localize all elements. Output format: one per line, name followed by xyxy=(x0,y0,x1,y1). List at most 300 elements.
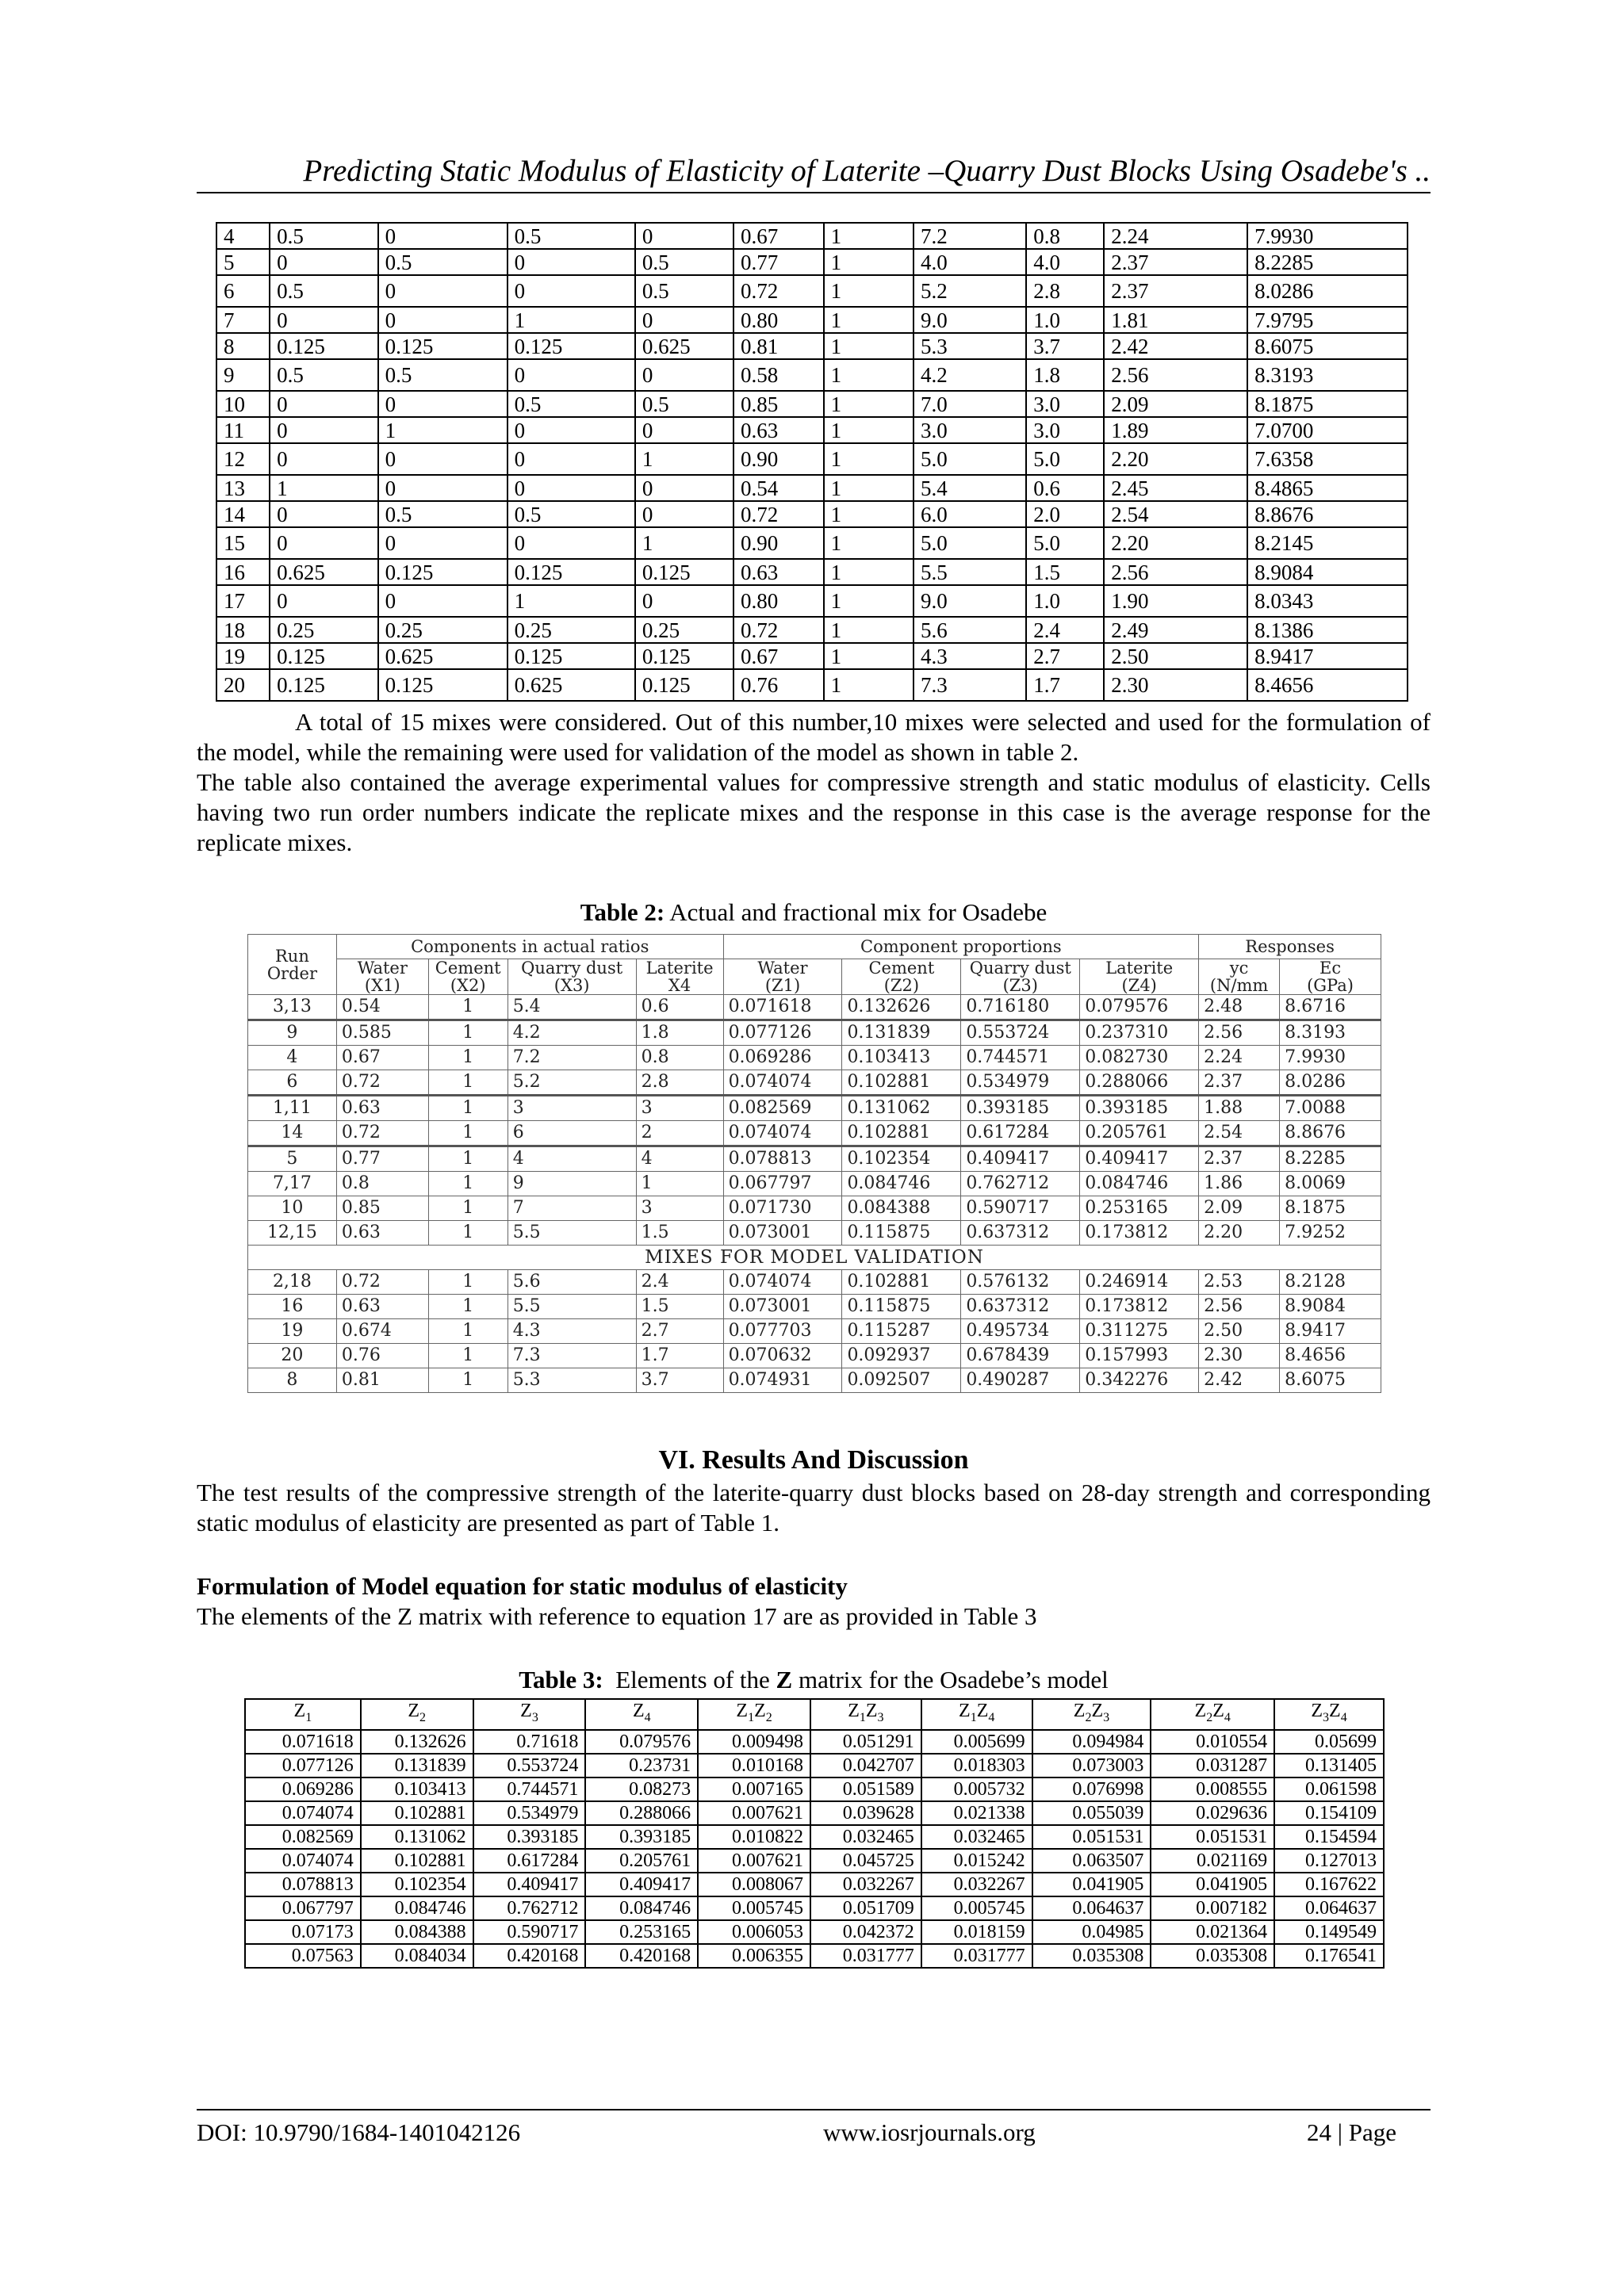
table-row xyxy=(248,1368,1381,1393)
table-row xyxy=(248,1172,1381,1196)
table-cell: 1.5 xyxy=(636,1221,723,1246)
table-cell: 0.021169 xyxy=(1151,1849,1274,1873)
table-2-caption xyxy=(197,897,1431,928)
table-cell: 2.7 xyxy=(1026,643,1104,669)
table-cell: 8.6075 xyxy=(1280,1368,1381,1393)
table-cell: 1 xyxy=(508,307,635,333)
table-cell: 4.3 xyxy=(508,1319,636,1344)
table-cell: 0 xyxy=(270,249,377,275)
table-cell: 0.67 xyxy=(336,1046,428,1070)
table-3 xyxy=(244,1698,1385,1969)
table-cell: 0.084746 xyxy=(361,1896,473,1920)
table-cell: 0.115287 xyxy=(842,1319,961,1344)
table-row xyxy=(248,1270,1381,1295)
table-cell: 8.6075 xyxy=(1247,333,1408,359)
table-cell: 0 xyxy=(635,585,733,617)
table-cell: 0.132626 xyxy=(361,1730,473,1754)
table-cell: 0.5 xyxy=(635,249,733,275)
table-cell: 1.7 xyxy=(1026,669,1104,701)
table-cell: 0.77 xyxy=(336,1146,428,1172)
table-cell: 7 xyxy=(216,307,270,333)
table-cell: 0 xyxy=(508,249,635,275)
table-cell: 1.0 xyxy=(1026,307,1104,333)
table-cell: 0.80 xyxy=(733,307,824,333)
table-cell: 0 xyxy=(508,475,635,501)
column-header-name: Cement xyxy=(435,959,501,978)
table-cell: 5.0 xyxy=(914,443,1026,475)
table-cell: 0.342276 xyxy=(1080,1368,1199,1393)
table-cell: 0.744571 xyxy=(961,1046,1080,1070)
table-cell: 8.9084 xyxy=(1280,1295,1381,1319)
table-cell: 0.246914 xyxy=(1080,1270,1199,1295)
table-cell: 2.56 xyxy=(1104,559,1247,585)
table-cell: 0.409417 xyxy=(473,1873,586,1896)
table-cell: 0.074074 xyxy=(723,1121,842,1146)
table-cell: 0.018303 xyxy=(921,1754,1032,1777)
table-cell: 0.72 xyxy=(733,275,824,307)
table-cell: 3.0 xyxy=(1026,417,1104,443)
table-cell: 0.079576 xyxy=(585,1730,698,1754)
table-cell: 2.54 xyxy=(1199,1121,1280,1146)
table-row xyxy=(245,1801,1384,1825)
table-cell: 0.115875 xyxy=(842,1221,961,1246)
table-row xyxy=(245,1777,1384,1801)
table-cell: 8.4865 xyxy=(1247,475,1408,501)
table-cell: 2.09 xyxy=(1199,1196,1280,1221)
column-header-name: Laterite xyxy=(645,959,714,978)
table-cell: 0.063507 xyxy=(1032,1849,1151,1873)
table-cell: 0.102881 xyxy=(361,1801,473,1825)
table-cell: 4.2 xyxy=(914,359,1026,391)
table-cell: 0.744571 xyxy=(473,1777,586,1801)
table-cell: 0 xyxy=(635,359,733,391)
table-cell: 2.48 xyxy=(1199,995,1280,1020)
table-cell: 18 xyxy=(216,617,270,643)
table-row xyxy=(216,391,1408,417)
table-cell: 8.9417 xyxy=(1247,643,1408,669)
table-cell: 0.125 xyxy=(378,559,508,585)
table-row xyxy=(216,275,1408,307)
table-cell: 0 xyxy=(270,391,377,417)
table-cell: 0.07563 xyxy=(245,1944,361,1968)
table-cell: 5 xyxy=(248,1146,337,1172)
table-cell: 0.067797 xyxy=(245,1896,361,1920)
table-row xyxy=(216,559,1408,585)
table-cell: 0 xyxy=(378,307,508,333)
table-row xyxy=(245,1944,1384,1968)
table-cell: 0.25 xyxy=(378,617,508,643)
table-cell: 0.041905 xyxy=(1032,1873,1151,1896)
table-cell: 0.131062 xyxy=(842,1096,961,1121)
table-cell: 2.45 xyxy=(1104,475,1247,501)
table-cell: 0.031287 xyxy=(1151,1754,1274,1777)
table-cell: 13 xyxy=(216,475,270,501)
table-cell: 8.6716 xyxy=(1280,995,1381,1020)
table-cell: 3.7 xyxy=(636,1368,723,1393)
table-row xyxy=(245,1849,1384,1873)
table-cell: 0 xyxy=(635,223,733,249)
table-cell: 0.008555 xyxy=(1151,1777,1274,1801)
table-cell: 1 xyxy=(824,333,914,359)
table-cell: 17 xyxy=(216,585,270,617)
table-3-caption-post: matrix for the Osadebe’s model xyxy=(792,1666,1109,1693)
table-cell: 0.045725 xyxy=(810,1849,921,1873)
table-cell: 0 xyxy=(508,417,635,443)
table-cell: 0.115875 xyxy=(842,1295,961,1319)
table-column-header: $Z_4$ xyxy=(585,1699,698,1730)
table-cell: 0.007182 xyxy=(1151,1896,1274,1920)
table-cell: 4.0 xyxy=(914,249,1026,275)
table-cell: 0.253165 xyxy=(585,1920,698,1944)
table-cell: 2.56 xyxy=(1199,1020,1280,1046)
table-cell: 7.0 xyxy=(914,391,1026,417)
table-cell: 0.009498 xyxy=(698,1730,810,1754)
table-cell: 2.4 xyxy=(1026,617,1104,643)
table-cell: 0.25 xyxy=(635,617,733,643)
table-cell: 1 xyxy=(428,995,508,1020)
table-2-run-order-header xyxy=(248,935,337,995)
table-cell: 0.127013 xyxy=(1274,1849,1384,1873)
table-column-header xyxy=(336,959,428,995)
table-row xyxy=(245,1754,1384,1777)
table-cell: 7.3 xyxy=(914,669,1026,701)
table-cell: 0.90 xyxy=(733,527,824,559)
table-cell: 7.9252 xyxy=(1280,1221,1381,1246)
table-cell: 1.88 xyxy=(1199,1096,1280,1121)
table-cell: 0.72 xyxy=(336,1121,428,1146)
table-cell: 0.534979 xyxy=(473,1801,586,1825)
column-header-symbol: (Z3) xyxy=(1002,976,1038,995)
table-cell: 0 xyxy=(270,307,377,333)
column-header-symbol: (N/mm xyxy=(1209,976,1269,995)
table-cell: 0.176541 xyxy=(1274,1944,1384,1968)
table-cell: 0 xyxy=(378,585,508,617)
table-cell: 0.007621 xyxy=(698,1801,810,1825)
table-cell: 2.37 xyxy=(1199,1146,1280,1172)
table-row xyxy=(216,527,1408,559)
column-header-symbol: (Z2) xyxy=(883,976,920,995)
table-cell: 8.1875 xyxy=(1280,1196,1381,1221)
table-cell: 0.010168 xyxy=(698,1754,810,1777)
table-cell: 5.0 xyxy=(1026,443,1104,475)
table-cell: 0.23731 xyxy=(585,1754,698,1777)
table-cell: 1 xyxy=(428,1070,508,1096)
table-cell: 0.625 xyxy=(270,559,377,585)
table-cell: 1 xyxy=(824,527,914,559)
table-cell: 1.90 xyxy=(1104,585,1247,617)
table-cell: 7.9930 xyxy=(1247,223,1408,249)
table-cell: 1 xyxy=(824,669,914,701)
table-cell: 3 xyxy=(508,1096,636,1121)
table-cell: 5.5 xyxy=(914,559,1026,585)
table-cell: 0.074074 xyxy=(245,1849,361,1873)
table-cell: 0.084388 xyxy=(842,1196,961,1221)
table-cell: 0.041905 xyxy=(1151,1873,1274,1896)
table-cell: 0.617284 xyxy=(961,1121,1080,1146)
table-cell: 0 xyxy=(378,443,508,475)
table-cell: 2.24 xyxy=(1199,1046,1280,1070)
column-header-name: Water xyxy=(357,959,408,978)
footer-page-number: 24 | Page xyxy=(1307,2118,1396,2146)
table-column-header xyxy=(723,959,842,995)
table-cell: 0.167622 xyxy=(1274,1873,1384,1896)
table-cell: 0.25 xyxy=(270,617,377,643)
table-cell: 8.8676 xyxy=(1280,1121,1381,1146)
column-header-symbol: X4 xyxy=(668,976,691,995)
table-cell: 5.2 xyxy=(508,1070,636,1096)
table-cell: 0.132626 xyxy=(842,995,961,1020)
table-3-caption-bold: Z xyxy=(776,1666,793,1693)
table-cell: 0.103413 xyxy=(361,1777,473,1801)
table-cell: 0.125 xyxy=(508,559,635,585)
table-cell: 2.20 xyxy=(1199,1221,1280,1246)
table-row xyxy=(248,1319,1381,1344)
table-row xyxy=(216,223,1408,249)
table-cell: 0.5 xyxy=(378,249,508,275)
table-cell: 0.76 xyxy=(336,1344,428,1368)
table-column-header: $Z_2Z_3$ xyxy=(1032,1699,1151,1730)
column-header-name: Ec xyxy=(1319,959,1342,978)
table-cell: 0.72 xyxy=(336,1070,428,1096)
table-cell: 0.63 xyxy=(336,1096,428,1121)
table-cell: 5.0 xyxy=(914,527,1026,559)
table-cell: 0.81 xyxy=(336,1368,428,1393)
table-cell: 0 xyxy=(270,527,377,559)
table-cell: 0.125 xyxy=(378,669,508,701)
table-2-actual-ratios-header: Components in actual ratios xyxy=(336,935,723,959)
table-cell: 0.039628 xyxy=(810,1801,921,1825)
table-cell: 0.029636 xyxy=(1151,1801,1274,1825)
table-cell: 1 xyxy=(428,1196,508,1221)
table-row xyxy=(248,1070,1381,1096)
table-cell: 1.8 xyxy=(636,1020,723,1046)
table-cell: 0.553724 xyxy=(473,1754,586,1777)
table-cell: 3 xyxy=(636,1096,723,1121)
table-cell: 0.069286 xyxy=(723,1046,842,1070)
table-cell: 0.8 xyxy=(1026,223,1104,249)
table-cell: 0.5 xyxy=(508,391,635,417)
table-cell: 0.490287 xyxy=(961,1368,1080,1393)
table-cell: 0.393185 xyxy=(961,1096,1080,1121)
table-cell: 4 xyxy=(508,1146,636,1172)
table-cell: 0.082569 xyxy=(723,1096,842,1121)
table-cell: 0.102881 xyxy=(842,1070,961,1096)
table-cell: 0.021364 xyxy=(1151,1920,1274,1944)
table-cell: 8.9084 xyxy=(1247,559,1408,585)
table-column-header: $Z_3Z_4$ xyxy=(1274,1699,1384,1730)
table-cell: 0.81 xyxy=(733,333,824,359)
table-column-header xyxy=(961,959,1080,995)
table-cell: 0.54 xyxy=(336,995,428,1020)
table-cell: 0.154109 xyxy=(1274,1801,1384,1825)
table-2 xyxy=(247,934,1381,1393)
table-cell: 0.042707 xyxy=(810,1754,921,1777)
table-cell: 0.102881 xyxy=(361,1849,473,1873)
table-2-responses-header: Responses xyxy=(1199,935,1381,959)
table-cell: 10 xyxy=(248,1196,337,1221)
table-column-header xyxy=(842,959,961,995)
table-cell: 0 xyxy=(508,443,635,475)
table-column-header xyxy=(508,959,636,995)
table-cell: 0.006053 xyxy=(698,1920,810,1944)
table-cell: 1 xyxy=(428,1270,508,1295)
table-cell: 1 xyxy=(428,1020,508,1046)
table-cell: 0.103413 xyxy=(842,1046,961,1070)
table-cell: 0.051709 xyxy=(810,1896,921,1920)
table-cell: 1 xyxy=(824,643,914,669)
table-cell: 2.42 xyxy=(1104,333,1247,359)
table-cell: 0.125 xyxy=(635,669,733,701)
table-cell: 0.125 xyxy=(508,333,635,359)
table-row xyxy=(216,417,1408,443)
table-cell: 0 xyxy=(635,307,733,333)
validation-title-row xyxy=(248,1246,1381,1270)
table-cell: 0.073001 xyxy=(723,1221,842,1246)
table-1-continuation xyxy=(216,222,1408,702)
table-cell: 0.077126 xyxy=(723,1020,842,1046)
table-cell: 8.2285 xyxy=(1247,249,1408,275)
table-cell: 0.102354 xyxy=(842,1146,961,1172)
table-cell: 14 xyxy=(248,1121,337,1146)
table-cell: 0.051531 xyxy=(1151,1825,1274,1849)
table-cell: 2.37 xyxy=(1104,275,1247,307)
table-cell: 2.4 xyxy=(636,1270,723,1295)
table-cell: 0.031777 xyxy=(810,1944,921,1968)
table-cell: 0.071730 xyxy=(723,1196,842,1221)
table-cell: 5.4 xyxy=(508,995,636,1020)
table-cell: 0.288066 xyxy=(1080,1070,1199,1096)
table-cell: 10 xyxy=(216,391,270,417)
table-cell: 0.80 xyxy=(733,585,824,617)
table-cell: 5.6 xyxy=(914,617,1026,643)
table-row xyxy=(248,1221,1381,1246)
table-cell: 5.3 xyxy=(914,333,1026,359)
table-cell: 8 xyxy=(216,333,270,359)
table-cell: 1.5 xyxy=(636,1295,723,1319)
table-cell: 3 xyxy=(636,1196,723,1221)
table-column-header xyxy=(1199,959,1280,995)
table-cell: 5 xyxy=(216,249,270,275)
table-cell: 0.85 xyxy=(733,391,824,417)
table-cell: 1 xyxy=(824,391,914,417)
table-row xyxy=(216,501,1408,527)
column-header-symbol: (GPa) xyxy=(1307,976,1354,995)
table-cell: 0.409417 xyxy=(1080,1146,1199,1172)
table-cell: 0.63 xyxy=(733,417,824,443)
table-cell: 0.237310 xyxy=(1080,1020,1199,1046)
table-cell: 0.5 xyxy=(270,359,377,391)
table-cell: 12 xyxy=(216,443,270,475)
table-cell: 0.051291 xyxy=(810,1730,921,1754)
table-cell: 3.0 xyxy=(1026,391,1104,417)
table-cell: 0.77 xyxy=(733,249,824,275)
table-cell: 2.20 xyxy=(1104,443,1247,475)
table-cell: 0.07173 xyxy=(245,1920,361,1944)
table-cell: 7,17 xyxy=(248,1172,337,1196)
column-header-name: yc xyxy=(1229,959,1249,978)
table-cell: 0.005699 xyxy=(921,1730,1032,1754)
table-cell: 0.72 xyxy=(336,1270,428,1295)
table-cell: 2.54 xyxy=(1104,501,1247,527)
table-cell: 0 xyxy=(270,443,377,475)
table-row xyxy=(248,1121,1381,1146)
table-cell: 4 xyxy=(636,1146,723,1172)
table-cell: 0.010554 xyxy=(1151,1730,1274,1754)
table-cell: 0.8 xyxy=(336,1172,428,1196)
table-cell: 1 xyxy=(824,585,914,617)
table-cell: 2.37 xyxy=(1104,249,1247,275)
table-cell: 0.071618 xyxy=(723,995,842,1020)
table-3-caption-label: Table 3: xyxy=(519,1666,603,1693)
table-cell: 0.25 xyxy=(508,617,635,643)
table-cell: 1.81 xyxy=(1104,307,1247,333)
table-row xyxy=(248,1146,1381,1172)
table-cell: 0.074074 xyxy=(723,1070,842,1096)
table-cell: 7 xyxy=(508,1196,636,1221)
table-cell: 8.4656 xyxy=(1247,669,1408,701)
table-column-header xyxy=(1280,959,1381,995)
table-cell: 2.50 xyxy=(1199,1319,1280,1344)
table-cell: 0.010822 xyxy=(698,1825,810,1849)
table-cell: 6 xyxy=(216,275,270,307)
table-cell: 20 xyxy=(248,1344,337,1368)
table-cell: 16 xyxy=(248,1295,337,1319)
table-cell: 0.590717 xyxy=(961,1196,1080,1221)
table-cell: 3.0 xyxy=(914,417,1026,443)
table-cell: 0.032465 xyxy=(921,1825,1032,1849)
table-cell: 0.149549 xyxy=(1274,1920,1384,1944)
table-cell: 9 xyxy=(508,1172,636,1196)
table-cell: 0.061598 xyxy=(1274,1777,1384,1801)
table-cell: 0.154594 xyxy=(1274,1825,1384,1849)
table-cell: 0.005745 xyxy=(698,1896,810,1920)
table-cell: 0.8 xyxy=(636,1046,723,1070)
table-cell: 0.157993 xyxy=(1080,1344,1199,1368)
table-cell: 0.205761 xyxy=(1080,1121,1199,1146)
table-cell: 1 xyxy=(428,1221,508,1246)
table-cell: 0.082730 xyxy=(1080,1046,1199,1070)
table-cell: 0.409417 xyxy=(961,1146,1080,1172)
table-cell: 2.56 xyxy=(1104,359,1247,391)
table-cell: 1 xyxy=(428,1344,508,1368)
table-cell: 0.084746 xyxy=(1080,1172,1199,1196)
table-cell: 0.070632 xyxy=(723,1344,842,1368)
table-cell: 4.3 xyxy=(914,643,1026,669)
table-cell: 0.125 xyxy=(270,669,377,701)
table-cell: 0.67 xyxy=(733,223,824,249)
table-cell: 8.0286 xyxy=(1247,275,1408,307)
table-cell: 8.0343 xyxy=(1247,585,1408,617)
section-title: VI. Results And Discussion xyxy=(658,1445,969,1475)
table-row xyxy=(248,1096,1381,1121)
table-cell: 0.76 xyxy=(733,669,824,701)
table-cell: 8.3193 xyxy=(1247,359,1408,391)
table-row xyxy=(216,617,1408,643)
table-cell: 0.079576 xyxy=(1080,995,1199,1020)
table-cell: 0.031777 xyxy=(921,1944,1032,1968)
table-cell: 0.625 xyxy=(635,333,733,359)
table-cell: 0.311275 xyxy=(1080,1319,1199,1344)
table-cell: 0.005745 xyxy=(921,1896,1032,1920)
table-cell: 1 xyxy=(428,1295,508,1319)
table-cell: 2.09 xyxy=(1104,391,1247,417)
table-cell: 8.2285 xyxy=(1280,1146,1381,1172)
table-cell: 0.617284 xyxy=(473,1849,586,1873)
table-cell: 5.0 xyxy=(1026,527,1104,559)
table-cell: 0.125 xyxy=(270,333,377,359)
table-cell: 1.5 xyxy=(1026,559,1104,585)
table-cell: 0.716180 xyxy=(961,995,1080,1020)
